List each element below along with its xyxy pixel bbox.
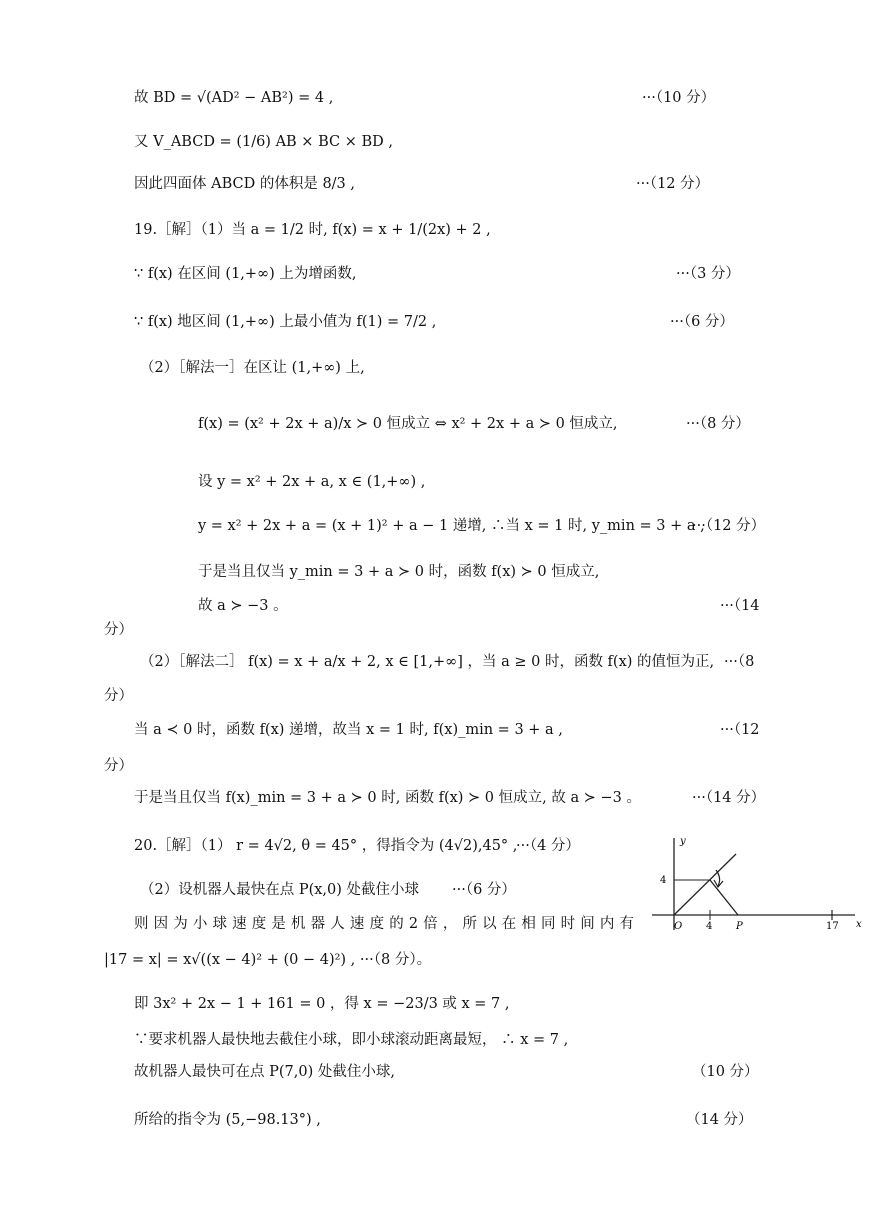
score-12: ···（14	[720, 598, 760, 614]
score-25: （10 分）	[692, 1064, 759, 1080]
line-11: 于是当且仅当 y_min = 3 + a ≻ 0 时，函数 f(x) ≻ 0 恒成立,	[198, 564, 600, 580]
line-23: 即 3x² + 2x − 1 + 161 = 0 ，得 x = −23/3 或 x = 7 ,	[134, 996, 510, 1012]
line-16: 当 a ≺ 0 时，函数 f(x) 递增，故当 x = 1 时, f(x)_min = 3 + a ,	[134, 722, 563, 738]
score-14: ···（8	[724, 654, 755, 670]
line-8: f(x) = (x² + 2x + a)/x ≻ 0 恒成立 ⇔ x² + 2x + a ≻ 0 恒成立,	[198, 416, 618, 432]
line-19: 20.［解］（1） r = 4√2, θ = 45° ，得指令为 (4√2),45° ,	[134, 838, 518, 854]
score-20: ···（6 分）	[452, 882, 516, 898]
point-p-label: P	[736, 921, 743, 932]
arrow-icon	[714, 870, 723, 887]
line-15: 分）	[104, 688, 133, 704]
score-26: （14 分）	[686, 1112, 753, 1128]
line-6: ∵ f(x) 地区间 (1,+∞) 上最小值为 f(1) = 7/2 ,	[134, 314, 437, 330]
score-16: ···（12	[720, 722, 760, 738]
x-axis-label: x	[856, 919, 862, 930]
line-26: 所给的指令为 (5,−98.13°) ,	[134, 1112, 321, 1128]
score-19: ···（4 分）	[516, 838, 580, 854]
line-5: ∵ f(x) 在区间 (1,+∞) 上为增函数,	[134, 266, 357, 282]
line-1: 故 BD = √(AD² − AB²) = 4 ,	[134, 90, 334, 106]
x-tick-4-label: 4	[706, 921, 713, 932]
origin-label: O	[674, 921, 683, 932]
score-1: ···（10 分）	[642, 90, 716, 106]
robot-intercept-path	[710, 880, 738, 915]
y-tick-label: 4	[660, 875, 667, 886]
line-14: （2）［解法二］ f(x) = x + a/x + 2, x ∈ [1,+∞] ，当 a ≥ 0 时，函数 f(x) 的值恒为正,	[140, 654, 715, 670]
score-5: ···（3 分）	[676, 266, 740, 282]
score-18: ···（14 分）	[692, 790, 766, 806]
line-12: 故 a ≻ −3 。	[198, 598, 288, 614]
line-7: （2）［解法一］在区让 (1,+∞) 上,	[140, 360, 365, 376]
line-22: |17 = x| = x√((x − 4)² + (0 − 4)²) , ···（8 分）。	[104, 952, 432, 968]
score-6: ···（6 分）	[670, 314, 734, 330]
line-17: 分）	[104, 758, 133, 774]
line-20: （2）设机器人最快在点 P(x,0) 处截住小球	[140, 882, 420, 898]
line-13: 分）	[104, 622, 133, 638]
score-8: ···（8 分）	[686, 416, 750, 432]
line-2: 又 V_ABCD = (1/6) AB × BC × BD ,	[134, 134, 393, 150]
score-10: ···（12 分）	[692, 518, 766, 534]
x-tick-17-label: 17	[826, 921, 839, 932]
score-3: ···（12 分）	[636, 176, 710, 192]
line-10: y = x² + 2x + a = (x + 1)² + a − 1 递增, ∴当 x = 1 时, y_min = 3 + a ,	[198, 518, 705, 534]
line-3: 因此四面体 ABCD 的体积是 8/3 ,	[134, 176, 355, 192]
line-25: 故机器人最快可在点 P(7,0) 处截住小球,	[134, 1064, 395, 1080]
robot-initial-path	[674, 854, 736, 915]
y-axis-label: y	[680, 836, 686, 847]
line-24: ∵要求机器人最快地去截住小球，即小球滚动距离最短， ∴ x = 7 ,	[134, 1032, 569, 1048]
line-18: 于是当且仅当 f(x)_min = 3 + a ≻ 0 时, 函数 f(x) ≻ 0 恒成立, 故 a ≻ −3 。	[134, 790, 641, 806]
line-21: 则因为小球速度是机器人速度的2倍，所以在相同时间内有	[134, 916, 636, 932]
line-9: 设 y = x² + 2x + a, x ∈ (1,+∞) ,	[198, 474, 426, 490]
robot-ball-figure	[650, 830, 865, 940]
line-4: 19.［解］（1）当 a = 1/2 时, f(x) = x + 1/(2x) + 2 ,	[134, 222, 491, 238]
